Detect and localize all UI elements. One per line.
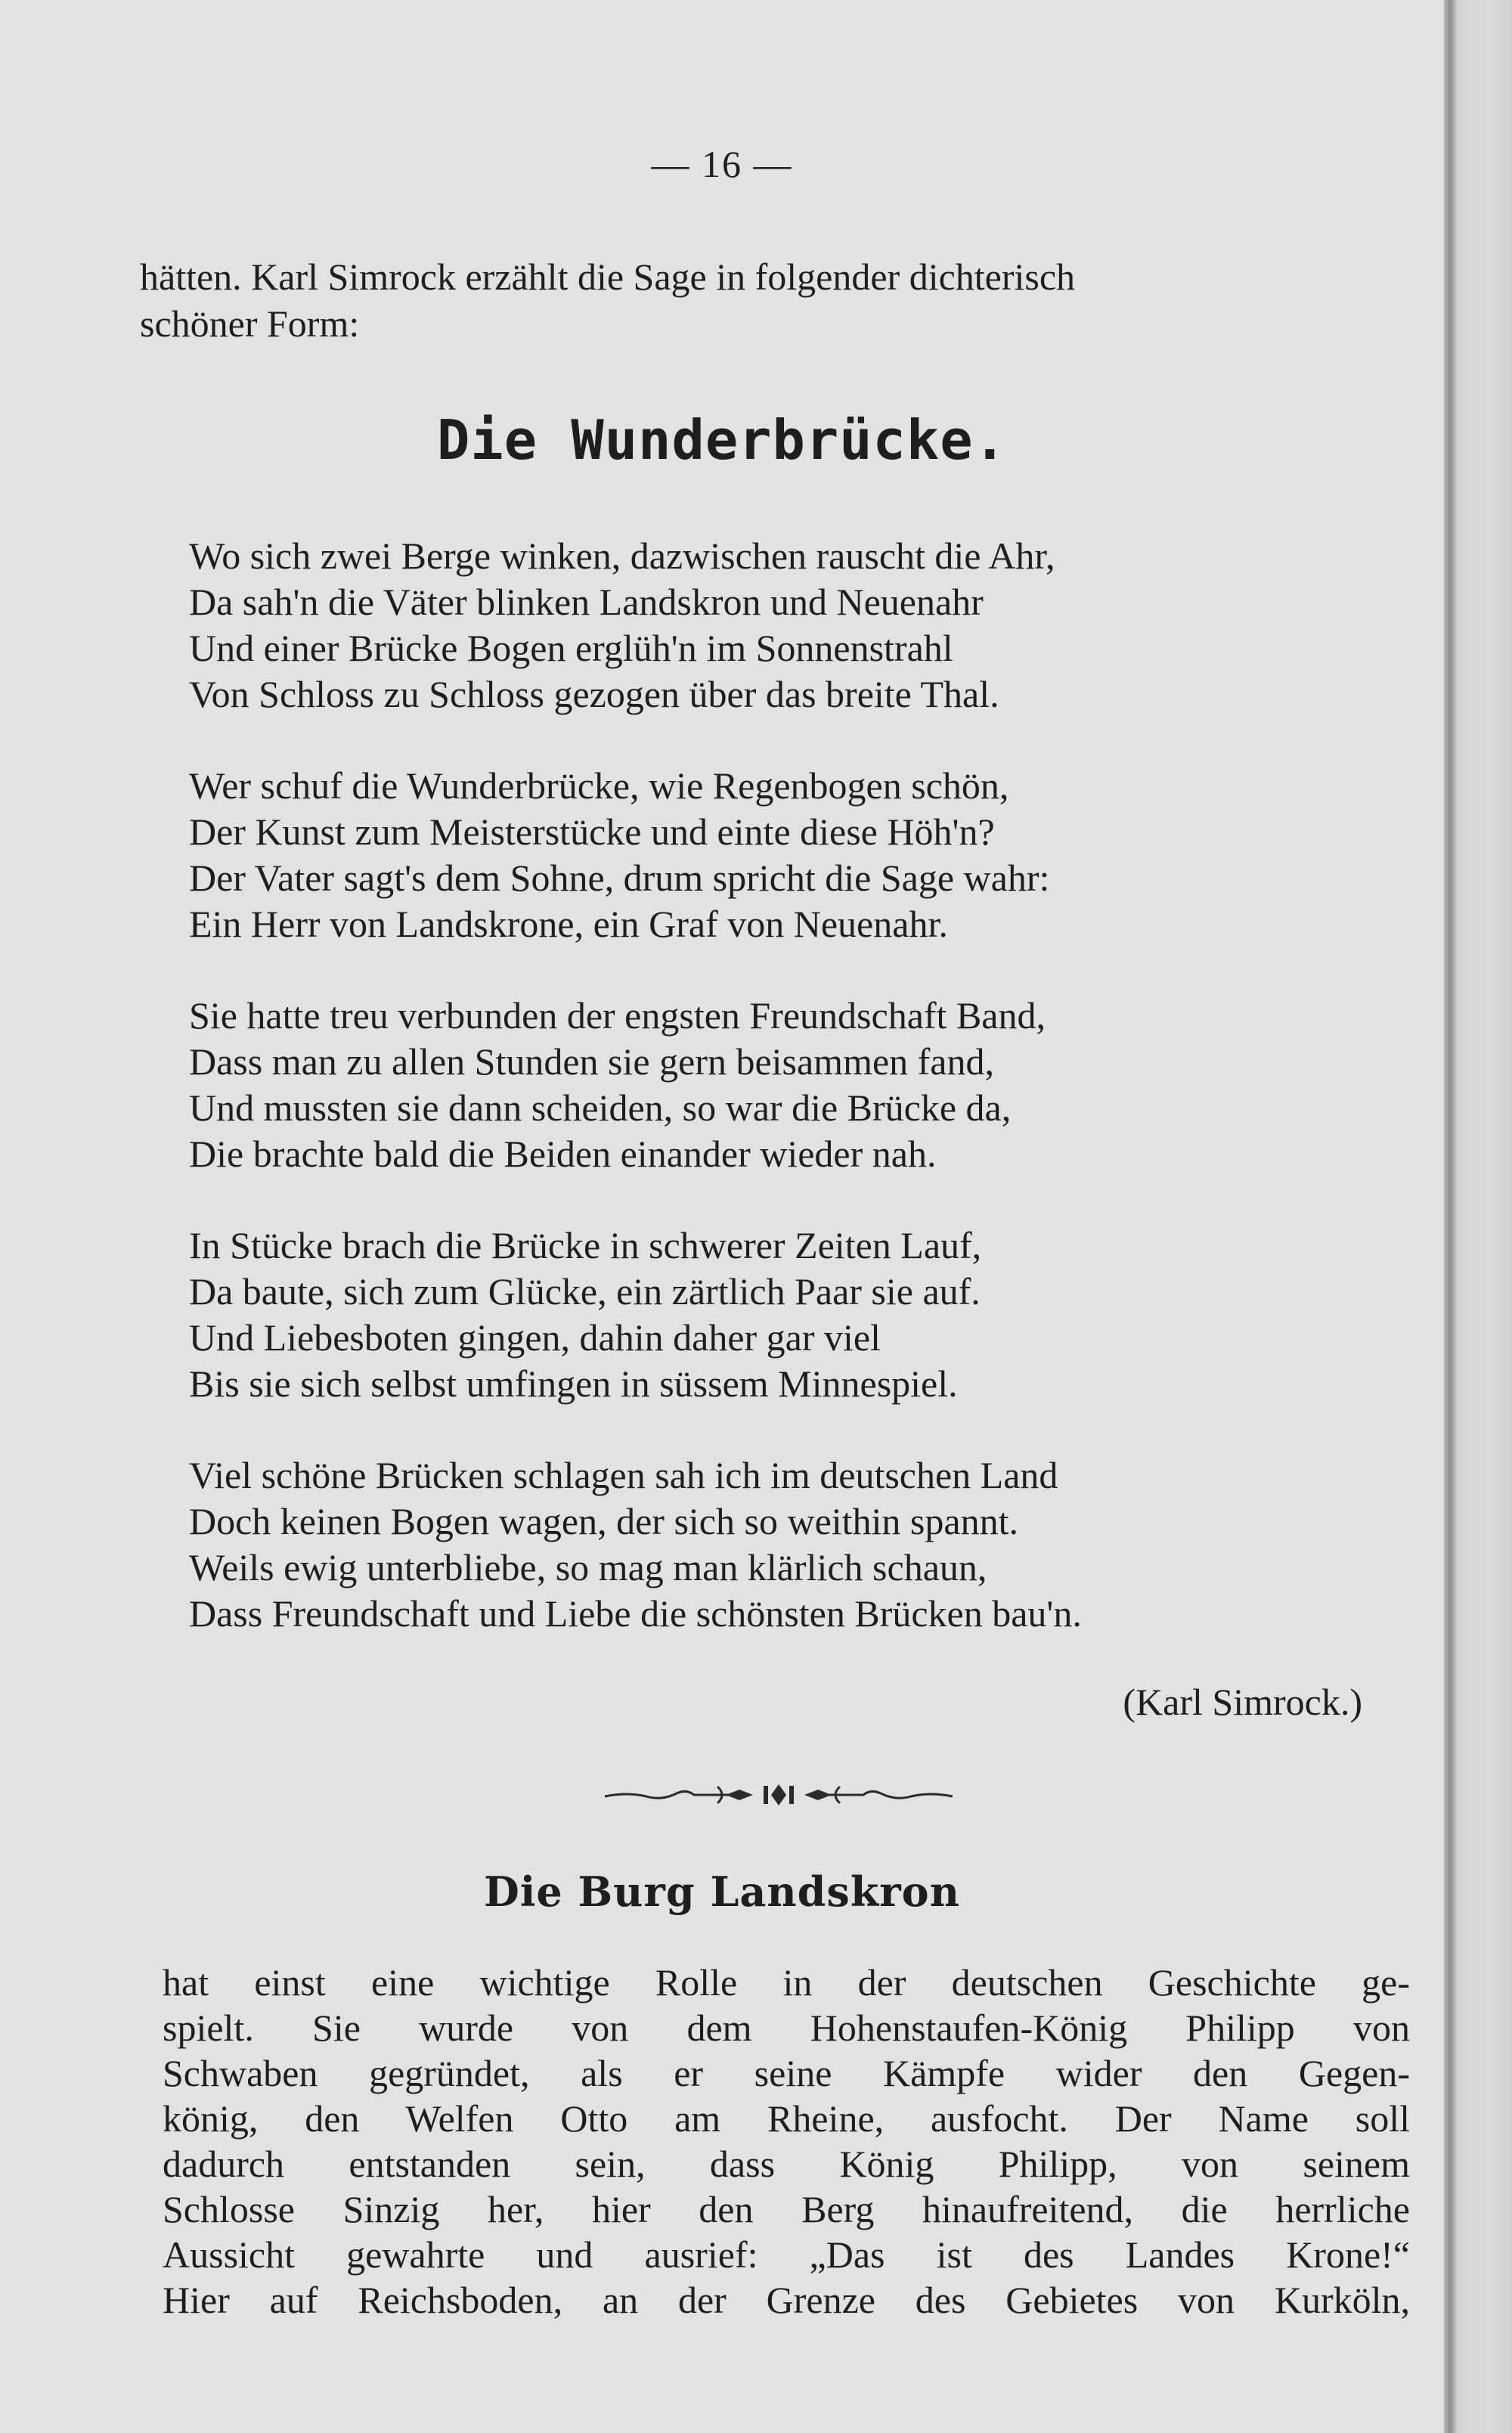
poem-line: Da baute, sich zum Glücke, ein zärtlich Paar sie auf. (189, 1270, 981, 1313)
poem-stanza (189, 1223, 1399, 1407)
prose-line: könig, den Welfen Otto am Rheine, ausfocht. Der Name soll (163, 2097, 1410, 2140)
poem-line: Und Liebesboten gingen, dahin daher gar viel (189, 1316, 881, 1359)
poem-line: Und mussten sie dann scheiden, so war die Brücke da, (189, 1086, 1012, 1129)
poem-line: Dass Freundschaft und Liebe die schönsten Brücken bau'n. (189, 1592, 1082, 1635)
intro-line: schöner Form: (140, 302, 360, 345)
poem-line: Wer schuf die Wunderbrücke, wie Regenbogen schön, (189, 764, 1009, 807)
prose-line: Hier auf Reichsboden, an der Grenze des Gebietes von Kurköln, (163, 2279, 1410, 2321)
divider-ornament-icon (605, 1769, 953, 1822)
poem-stanza (189, 533, 1399, 718)
poem-line: Die brachte bald die Beiden einander wieder nah. (189, 1133, 937, 1175)
prose-line: Schlosse Sinzig her, hier den Berg hinaufreitend, die herrliche (163, 2188, 1410, 2230)
poem-line: Ein Herr von Landskrone, ein Graf von Neuenahr. (189, 903, 948, 945)
poem-line: Viel schöne Brücken schlagen sah ich im deutschen Land (189, 1454, 1058, 1496)
intro-line: hätten. Karl Simrock erzählt die Sage in folgender dichterisch (140, 256, 1076, 298)
poem-line: Weils ewig unterbliebe, so mag man klärlich schaun, (189, 1546, 987, 1588)
poem-line: Doch keinen Bogen wagen, der sich so weithin spannt. (189, 1500, 1018, 1542)
poem-line: Wo sich zwei Berge winken, dazwischen rauscht die Ahr, (189, 535, 1055, 577)
poem-line: Von Schloss zu Schloss gezogen über das breite Thal. (189, 673, 999, 715)
intro-paragraph (140, 253, 1395, 347)
prose-line: dadurch entstanden sein, dass König Philipp, von seinem (163, 2143, 1410, 2185)
poem-line: Und einer Brücke Bogen erglüh'n im Sonnenstrahl (189, 627, 953, 669)
section-title: Die Burg Landskron (484, 1867, 960, 1916)
prose-line: Schwaben gegründet, als er seine Kämpfe wider den Gegen- (163, 2052, 1410, 2094)
poem-line: Sie hatte treu verbunden der engsten Freundschaft Band, (189, 994, 1046, 1037)
poem-title: Die Wunderbrücke. (437, 408, 1007, 472)
poem-line: Da sah'n die Väter blinken Landskron und Neuenahr (189, 581, 984, 623)
prose-line: hat einst eine wichtige Rolle in der deutschen Geschichte ge- (163, 1961, 1410, 2004)
poem-line: In Stücke brach die Brücke in schwerer Zeiten Lauf, (189, 1224, 982, 1266)
poem-line: Der Kunst zum Meisterstücke und einte diese Höh'n? (189, 810, 995, 853)
poem-line: Der Vater sagt's dem Sohne, drum spricht die Sage wahr: (189, 857, 1050, 899)
poem-body (189, 533, 1399, 1682)
page-number: — 16 — (651, 143, 793, 185)
prose-line: spielt. Sie wurde von dem Hohenstaufen-König Philipp von (163, 2007, 1410, 2049)
poem-stanza (189, 993, 1399, 1177)
section-paragraph (163, 1960, 1410, 2323)
poem-line: Bis sie sich selbst umfingen in süssem Minnespiel. (189, 1362, 958, 1405)
poem-stanza (189, 763, 1399, 947)
poem-stanza (189, 1452, 1399, 1637)
book-binding-edge (1444, 0, 1512, 2433)
prose-line: Aussicht gewahrte und ausrief: „Das ist des Landes Krone!“ (163, 2233, 1410, 2276)
poem-line: Dass man zu allen Stunden sie gern beisammen fand, (189, 1040, 994, 1083)
poem-attribution: (Karl Simrock.) (1123, 1681, 1362, 1723)
